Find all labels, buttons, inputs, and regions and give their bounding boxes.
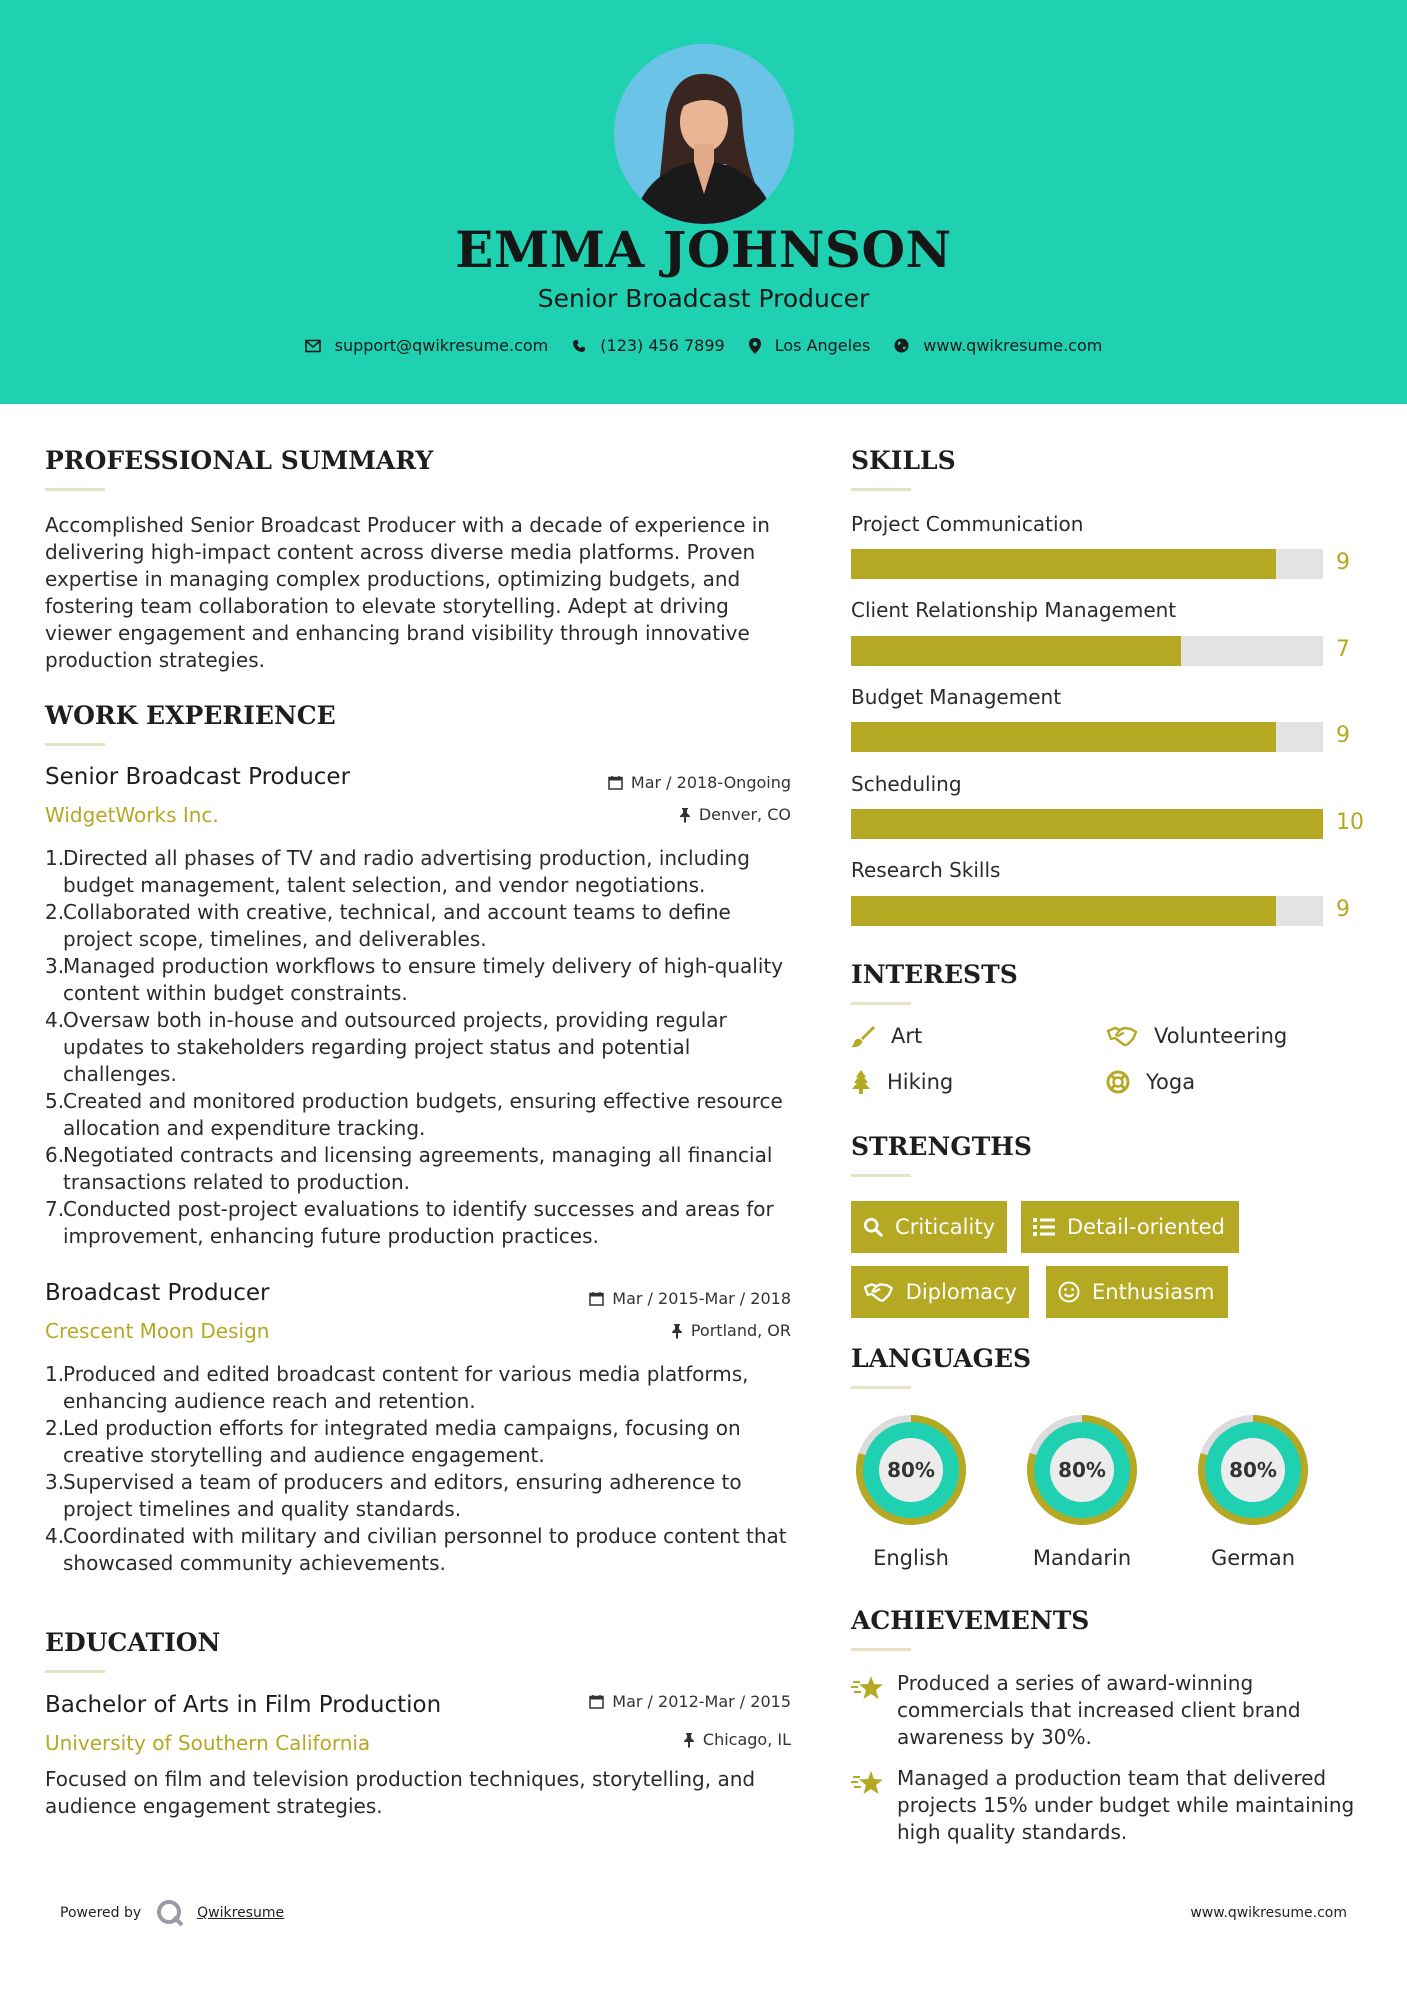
task-text: Managed production workflows to ensure timely delivery of high-quality content within budget constraints. [63,954,784,1005]
globe-icon [894,338,909,353]
task-text: Conducted post-project evaluations to identify successes and areas for improvement, enhancing future production practices. [63,1197,774,1248]
footer-powered-by [60,1898,284,1928]
job-location-text: Portland, OR [690,1321,791,1340]
strengths-divider [851,1174,911,1177]
language-mandarin [1020,1408,1144,1570]
interest-hiking [851,1070,953,1094]
job-dates-text: Mar / 2015-Mar / 2018 [612,1289,791,1308]
contact-website[interactable] [894,336,1102,355]
job-location [500,1321,791,1340]
task-text: Coordinated with military and civilian personnel to produce content that showcased community achievements. [63,1524,787,1575]
task-text: Collaborated with creative, technical, and account teams to define project scope, timelines, and deliverables. [63,900,731,951]
skills-divider [851,488,911,491]
interest-label: Art [891,1024,923,1048]
strength-label: Criticality [895,1215,995,1239]
footer-website[interactable]: www.qwikresume.com [1190,1905,1347,1921]
education-dates-text: Mar / 2012-Mar / 2015 [612,1692,791,1711]
skill-bar-fill [851,636,1181,666]
skill-value: 10 [1336,810,1364,835]
strength-tag [1046,1266,1228,1318]
brand-link[interactable]: Qwikresume [197,1905,285,1921]
skill-bar [851,636,1323,666]
job-dates [500,1289,791,1308]
interest-yoga [1106,1070,1195,1094]
website-text: www.qwikresume.com [923,336,1103,355]
language-percent: 80% [887,1458,935,1482]
job-company: Crescent Moon Design [45,1319,270,1343]
achievement-item [851,1765,1361,1846]
job-task-list [45,845,795,1250]
list-icon [1033,1217,1055,1237]
star-badge-icon [851,1674,885,1702]
language-german [1191,1408,1315,1570]
job-title: Broadcast Producer [45,1280,270,1306]
task-text: Negotiated contracts and licensing agreements, managing all financial transactions related to production. [63,1143,773,1194]
achievement-item [851,1670,1361,1751]
education-heading: EDUCATION [45,1628,221,1657]
contact-location [749,336,871,355]
pushpin-icon [683,1732,695,1748]
skill-bar [851,896,1323,926]
education-location-text: Chicago, IL [702,1730,791,1749]
achievement-text: Produced a series of award-winning commercials that increased client brand awareness by 30%. [897,1671,1301,1749]
strength-tag [1021,1201,1239,1253]
skill-value: 9 [1336,550,1350,575]
pushpin-icon [671,1323,683,1339]
list-item: 4. Oversaw both in-house and outsourced projects, providing regular updates to stakeholders regarding project status and potential challenges. [45,1008,727,1086]
experience-heading: WORK EXPERIENCE [45,701,336,730]
language-label: English [873,1546,949,1570]
language-percent: 80% [1229,1458,1277,1482]
languages-divider [851,1386,911,1389]
map-pin-icon [749,338,761,354]
task-text: Created and monitored production budgets, ensuring effective resource allocation and expenditure tracking. [63,1089,783,1140]
interest-label: Hiking [887,1070,954,1094]
skill-bar [851,549,1323,579]
interest-art [851,1024,922,1048]
calendar-icon [608,775,623,790]
achievements-divider [851,1648,911,1651]
language-english [849,1408,973,1570]
strengths-heading: STRENGTHS [851,1132,1032,1161]
search-icon [863,1216,883,1238]
job-location-text: Denver, CO [698,805,791,824]
skill-bar-fill [851,809,1323,839]
summary-divider [45,488,105,491]
tree-icon [851,1070,871,1094]
language-label: German [1210,1546,1296,1570]
contact-phone[interactable] [572,336,724,355]
skill-label: Project Communication [851,512,1084,536]
skill-label: Research Skills [851,858,1001,882]
job-task-list [45,1361,795,1577]
skill-bar [851,722,1323,752]
handshake-icon [1106,1025,1138,1047]
language-ring [849,1408,973,1532]
school-name: University of Southern California [45,1731,371,1755]
achievements-heading: ACHIEVEMENTS [851,1606,1090,1635]
language-ring [1020,1408,1144,1532]
candidate-name: EMMA JOHNSON [455,220,952,279]
lifebuoy-icon [1106,1070,1130,1094]
interests-heading: INTERESTS [851,960,1018,989]
smile-icon [1058,1281,1080,1303]
email-text: support@qwikresume.com [334,336,549,355]
handshake-icon [863,1281,894,1303]
candidate-role: Senior Broadcast Producer [537,284,870,313]
phone-text: (123) 456 7899 [600,336,725,355]
contact-bar [0,336,1407,355]
job-location [500,805,791,824]
list-item: 1. Produced and edited broadcast content for various media platforms, enhancing audience reach and retention. [45,1362,749,1413]
calendar-icon [589,1694,604,1709]
list-item: 5. Created and monitored production budgets, ensuring effective resource allocation and expenditure tracking. [45,1089,783,1140]
summary-heading: PROFESSIONAL SUMMARY [45,446,434,475]
list-item: 6. Negotiated contracts and licensing agreements, managing all financial transactions related to production. [45,1143,773,1194]
job-title: Senior Broadcast Producer [45,764,351,790]
task-text: Supervised a team of producers and editors, ensuring adherence to project timelines and quality standards. [63,1470,742,1521]
list-item: 7. Conducted post-project evaluations to identify successes and areas for improvement, enhancing future production practices. [45,1197,774,1248]
strength-tag [851,1201,1007,1253]
list-item: 3. Managed production workflows to ensure timely delivery of high-quality content within budget constraints. [45,954,784,1005]
pushpin-icon [679,807,691,823]
skill-label: Client Relationship Management [851,598,1177,622]
education-dates [500,1692,791,1711]
skill-bar [851,809,1323,839]
skills-heading: SKILLS [851,446,956,475]
avatar [614,44,794,224]
education-description: Focused on film and television production techniques, storytelling, and audience engagement strategies. [45,1767,756,1818]
envelope-icon [305,339,321,353]
star-badge-icon [851,1769,885,1797]
interest-label: Volunteering [1154,1024,1288,1048]
strength-tag [851,1266,1029,1318]
skill-bar-fill [851,896,1276,926]
achievement-text: Managed a production team that delivered projects 15% under budget while maintaining high quality standards. [897,1766,1355,1844]
task-text: Directed all phases of TV and radio advertising production, including budget management, talent selection, and vendor negotiations. [63,846,750,897]
language-label: Mandarin [1032,1546,1132,1570]
interest-volunteering [1106,1024,1287,1048]
skill-value: 9 [1336,723,1350,748]
list-item: 1. Directed all phases of TV and radio advertising production, including budget management, talent selection, and vendor negotiations. [45,846,750,897]
education-divider [45,1670,105,1673]
phone-icon [572,339,586,353]
languages-heading: LANGUAGES [851,1344,1032,1373]
qwikresume-logo-icon [155,1898,185,1928]
strength-label: Diplomacy [905,1280,1017,1304]
skill-label: Scheduling [851,772,962,796]
contact-email[interactable] [305,336,549,355]
skill-value: 7 [1336,637,1350,662]
job-company: WidgetWorks Inc. [45,803,219,827]
list-item: 3. Supervised a team of producers and editors, ensuring adherence to project timelines and quality standards. [45,1470,742,1521]
education-location [500,1730,791,1749]
skill-label: Budget Management [851,685,1062,709]
powered-by-label: Powered by [60,1905,142,1921]
degree-title: Bachelor of Arts in Film Production [45,1692,442,1718]
language-ring [1191,1408,1315,1532]
job-dates [500,773,791,792]
skill-bar-fill [851,549,1276,579]
list-item: 2. Collaborated with creative, technical, and account teams to define project scope, timelines, and deliverables. [45,900,731,951]
task-text: Led production efforts for integrated media campaigns, focusing on creative storytelling and audience engagement. [63,1416,741,1467]
paintbrush-icon [851,1024,875,1048]
list-item: 2. Led production efforts for integrated media campaigns, focusing on creative storytelling and audience engagement. [45,1416,741,1467]
interests-divider [851,1002,911,1005]
job-dates-text: Mar / 2018-Ongoing [630,773,791,792]
language-percent: 80% [1058,1458,1106,1482]
strength-label: Detail-oriented [1067,1215,1225,1239]
calendar-icon [589,1291,604,1306]
skill-bar-fill [851,722,1276,752]
task-text: Oversaw both in-house and outsourced projects, providing regular updates to stakeholders regarding project status and potential challenges. [63,1008,727,1086]
experience-divider [45,743,105,746]
skill-value: 9 [1336,897,1350,922]
task-text: Produced and edited broadcast content for various media platforms, enhancing audience reach and retention. [63,1362,749,1413]
location-text: Los Angeles [774,336,871,355]
list-item: 4. Coordinated with military and civilian personnel to produce content that showcased community achievements. [45,1524,787,1575]
resume-header [0,0,1407,404]
strength-label: Enthusiasm [1092,1280,1215,1304]
interest-label: Yoga [1146,1070,1196,1094]
summary-text: Accomplished Senior Broadcast Producer with a decade of experience in delivering high-impact content across diverse media platforms. Proven expertise in managing complex productions, optimizing budgets, and fostering team collaboration to elevate storytelling. Adept at driving viewer engagement and enhancing brand visibility through innovative production strategies. [45,513,770,672]
